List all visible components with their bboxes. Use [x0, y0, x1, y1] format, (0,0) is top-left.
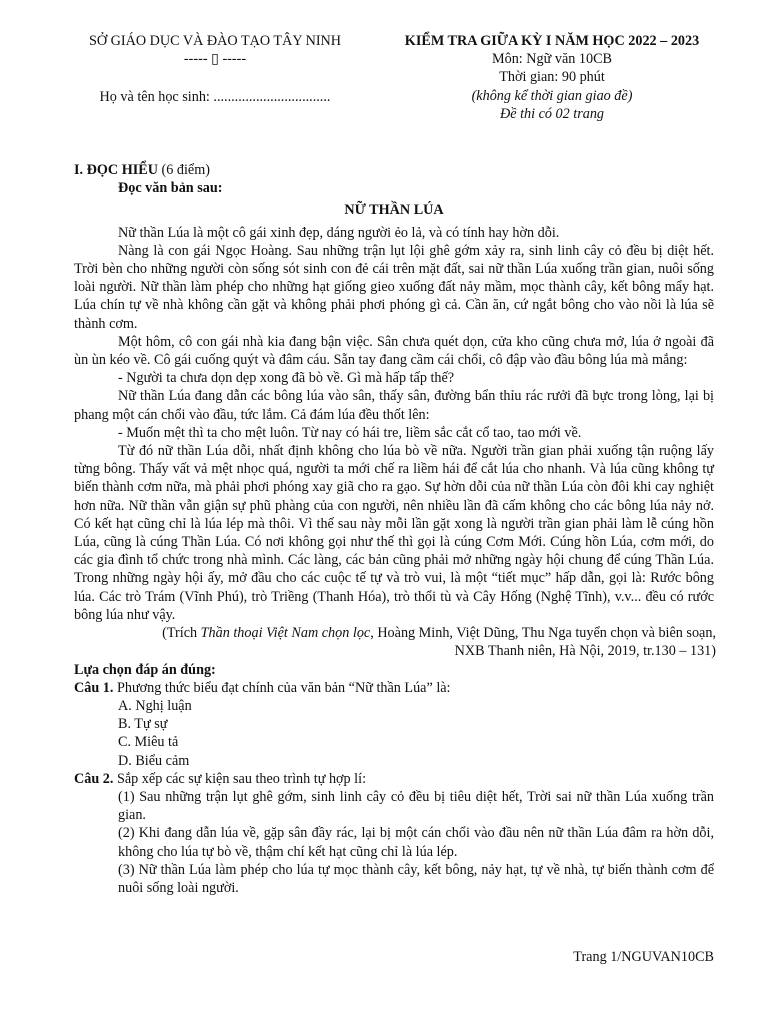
option-d: D. Biểu cảm	[118, 752, 190, 769]
story-paragraph: - Muốn mệt thì ta cho mệt luôn. Từ nay có hái tre, liềm sắc cắt cổ tao, tao mới về.	[118, 424, 582, 441]
department-name: SỞ GIÁO DỤC VÀ ĐÀO TẠO TÂY NINH	[88, 33, 342, 49]
question-2-label: Câu 2.	[74, 770, 114, 787]
sequence-item-3: (3) Nữ thần Lúa làm phép cho lúa tự mọc thành cây, kết bông, nảy hạt, tự về nhà, tự biến thành cơm để nuôi sống loài người.	[118, 861, 714, 896]
story-paragraph: Một hôm, cô con gái nhà kia đang bận việc. Sân chưa quét dọn, cửa kho cũng chưa mở, lúa ở ngoài đã ùn ùn kéo về. Cô gái cuống quýt và đâm cáu. Sẵn tay đang cầm cái chổi, cô đập vào đầu bông lúa mà mắng:	[74, 333, 714, 369]
question-2-text: Sắp xếp các sự kiện sau theo trình tự hợp lí:	[113, 770, 367, 787]
sequence-item-2: (2) Khi đang dẫn lúa về, gặp sân đầy rác, lại bị một cán chổi vào đầu nên nữ thần Lúa đâm ra hờn dỗi, không cho lúa tự bò về, thậm chí kết hạt cũng chỉ là lúa lép.	[118, 825, 714, 860]
section-reading	[74, 161, 714, 660]
exam-time: Thời gian: 90 phút	[499, 69, 605, 86]
citation-line-1	[74, 624, 716, 642]
citation-line-2: NXB Thanh niên, Hà Nội, 2019, tr.130 – 131)	[454, 643, 716, 660]
questions-block	[74, 661, 714, 898]
story-paragraph: Nữ thần Lúa là một cô gái xinh đẹp, dáng người ẻo lả, và có tính hay hờn dỗi.	[118, 224, 560, 241]
exam-time-note: (không kể thời gian giao đề)	[471, 87, 633, 104]
student-name-line: Họ và tên học sinh: .................................	[99, 89, 331, 106]
exam-subject: Môn: Ngữ văn 10CB	[491, 51, 612, 68]
header-left	[70, 32, 360, 123]
exam-pages-note: Đề thi có 02 trang	[499, 105, 605, 122]
sequence-item-1: (1) Sau những trận lụt ghê gớm, sinh linh cây cỏ đều bị tiêu diệt hết, Trời sai nữ thần Lúa xuống trần gian.	[118, 788, 714, 824]
story-paragraph: - Người ta chưa dọn dẹp xong đã bò về. Gì mà hấp tấp thế?	[118, 370, 455, 387]
citation	[74, 624, 716, 660]
story-title: NỮ THẦN LÚA	[344, 202, 444, 219]
story-paragraph: Nữ thần Lúa đang dẫn các bông lúa vào sân, thấy sân, đường bẩn thỉu rác rưởi đã bực trong lòng, lại bị phang một cán chổi vào đầu, tức lắm. Cả đám lúa đều thốt lên:	[74, 388, 714, 423]
page-footer: Trang 1/NGUVAN10CB	[573, 949, 714, 965]
citation-open: (Trích	[162, 625, 201, 642]
story-paragraph: Từ đó nữ thần Lúa dỗi, nhất định không cho lúa bò về nữa. Người trần gian phải xuống tận ruộng lấy từng bông. Thấy vất vả mệt nhọc quá, người ta mới chế ra liềm hái để cắt lúa cho nhanh. Và lúa cũng không tự biến thành cơm nữa, mà phải phơi phóng xay giã cho ra gạo. Sự hờn dỗi của nữ thần Lúa còn đôi khi cay nghiệt hơn nữa. Nữ thần vẫn giận sự phũ phàng của con người, nên nhiều lần đã cấm không cho các bông lúa nảy nở. Có kết hạt cũng chỉ là lúa lép mà thôi. Vì thế sau này mỗi lần gặt xong là người trần gian phải làm lễ cúng hồn Lúa, cũng là cúng Thần Lúa. Có nơi không gọi như thế thì gọi là cúng Cơm Mới. Cúng hồn Lúa, cơm mới, do các gia đình tổ chức trong nhà mình. Các làng, các bản cũng phải mở những ngày hội chung để cúng Thần Lúa. Trong những ngày hội ấy, mở đầu cho các cuộc tế tự và trò vui, là một “tiết mục” hấp dẫn, gọi là: Rước bông lúa. Các trò Trám (Vĩnh Phú), trò Triềng (Thanh Hóa), trò thổi tù và Cây Hống (Nghệ Tĩnh), v.v... đều có rước bông lúa như vậy.	[74, 443, 714, 623]
question-2	[74, 770, 714, 788]
option-b: B. Tự sự	[118, 716, 168, 733]
header-separator: ----- ▯ -----	[183, 51, 247, 68]
question-1-text: Phương thức biểu đạt chính của văn bản “Nữ thần Lúa” là:	[113, 679, 451, 696]
citation-authors: , Hoàng Minh, Việt Dũng, Thu Nga tuyển chọn và biên soạn,	[370, 625, 716, 642]
section-title: I. ĐỌC HIỂU	[74, 162, 158, 179]
reading-instruction: Đọc văn bản sau:	[118, 180, 223, 197]
exam-title: KIỂM TRA GIỮA KỲ I NĂM HỌC 2022 – 2023	[404, 33, 700, 49]
section-points: (6 điểm)	[157, 162, 210, 179]
question-1	[74, 679, 714, 697]
option-a: A. Nghị luận	[118, 697, 192, 714]
citation-book-title: Thần thoại Việt Nam chọn lọc	[200, 625, 371, 642]
header-right	[382, 32, 722, 123]
option-c: C. Miêu tả	[118, 734, 179, 751]
story-paragraph: Nàng là con gái Ngọc Hoàng. Sau những trận lụt lội ghê gớm xảy ra, sinh linh cây cỏ đều bị diệt hết. Trời bèn cho những người còn sống sót sinh con đẻ cái trên mặt đất, sai nữ thần Lúa xuống trần gian, nuôi sống loài người. Nữ thần làm phép cho những hạt giống gieo xuống đất nảy mầm, mọc thành cây, kết bông mẩy hạt. Lúa chín tự về nhà không cần gặt và không phải phơi phóng gì cả. Cần ăn, cứ ngắt bông cho vào nồi là lúa sẽ thành cơm.	[74, 242, 714, 332]
exam-page	[74, 32, 714, 897]
question-1-label: Câu 1.	[74, 679, 114, 696]
questions-heading: Lựa chọn đáp án đúng:	[74, 661, 216, 678]
exam-header	[74, 32, 714, 123]
section-heading	[74, 161, 714, 179]
